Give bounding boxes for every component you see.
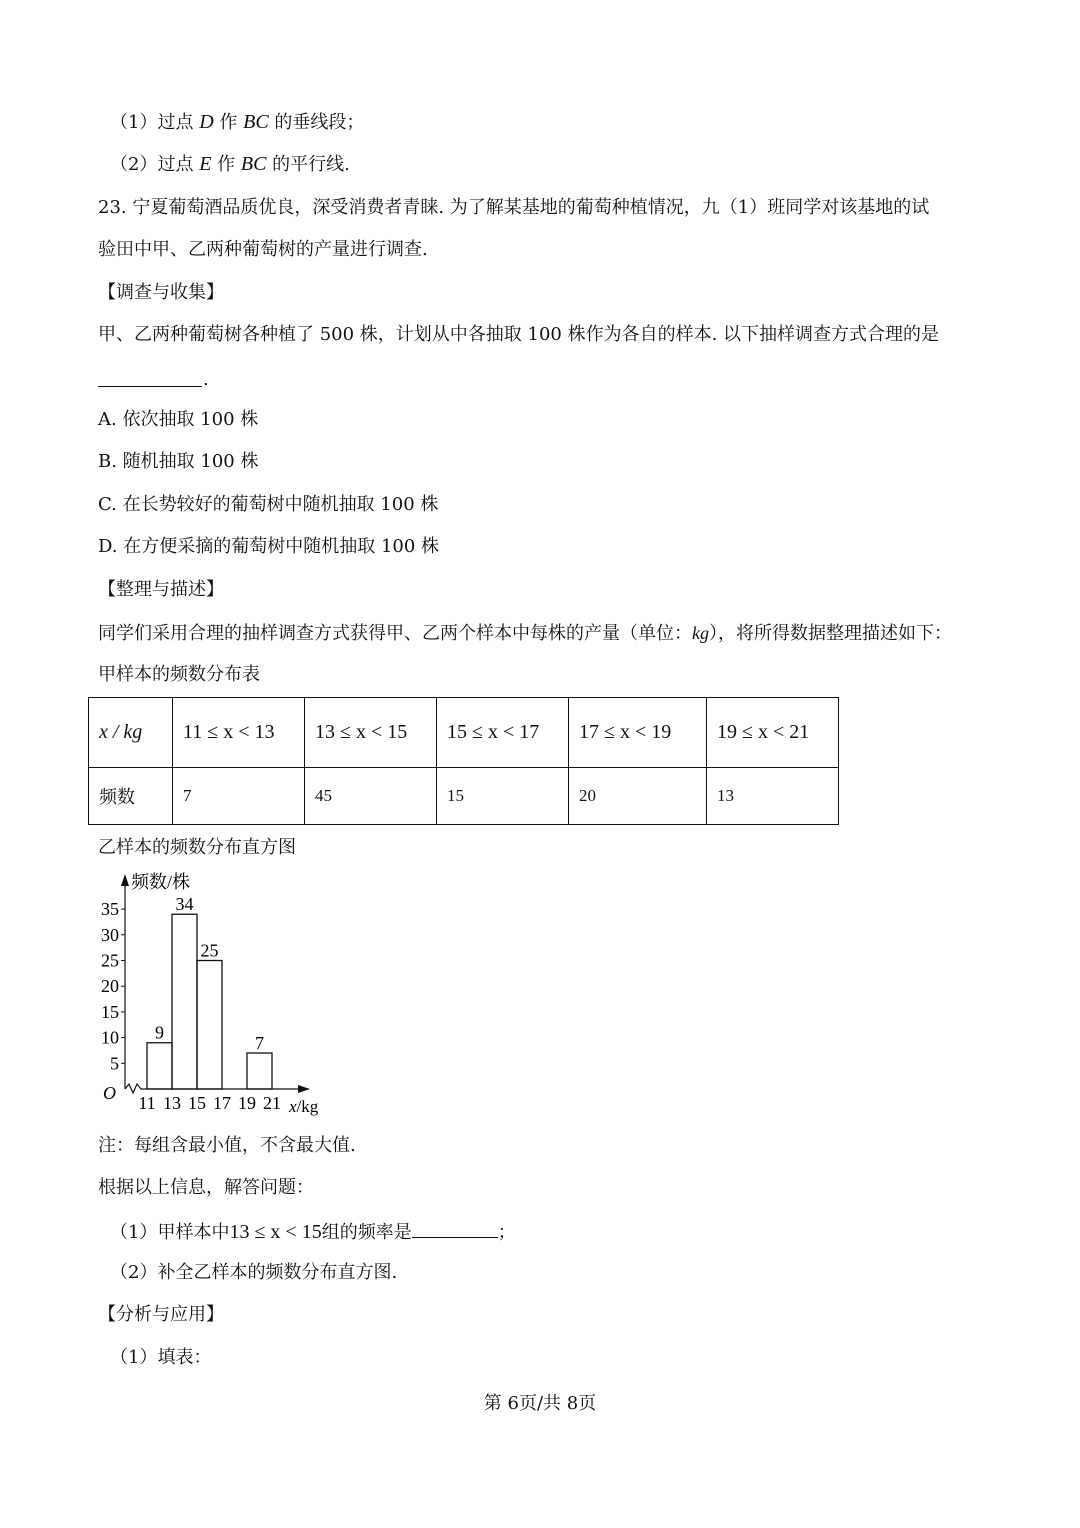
table-header-cell: 11 ≤ x < 13: [173, 698, 305, 768]
frequency-table: [88, 697, 839, 825]
option-d[interactable]: D. 在方便采摘的葡萄树中随机抽取 100 株: [98, 536, 440, 557]
answer-item-2: （2）补全乙样本的频数分布直方图.: [110, 1262, 398, 1283]
answer-intro: 根据以上信息，解答问题：: [98, 1177, 314, 1198]
section-organize-heading: 【整理与描述】: [98, 579, 224, 600]
answer-blank-period: .: [203, 369, 209, 390]
x-tick-label: 11: [138, 1093, 156, 1113]
range-expression: 13 ≤ x < 15: [229, 1221, 322, 1243]
table-cell: 15: [437, 768, 569, 825]
survey-question: 甲、乙两种葡萄树各种植了 500 株，计划从中各抽取 100 株作为各自的样本. 以下抽样调查方式合理的是: [98, 324, 940, 345]
table-header-cell: 13 ≤ x < 15: [305, 698, 437, 768]
page-footer: 第 6页/共 8页: [483, 1393, 597, 1414]
describe-text: 同学们采用合理的抽样调查方式获得甲、乙两个样本中每株的产量（单位：kg），将所得数据整理描述如下：: [98, 623, 952, 644]
q23-stem-line1: 23. 宁夏葡萄酒品质优良，深受消费者青睐. 为了解某基地的葡萄种植情况，九（1）班同学对该基地的试: [98, 197, 930, 218]
x-axis-label: x/kg: [289, 1097, 319, 1116]
x-tick-label: 13: [163, 1093, 181, 1113]
table-header-cell: 15 ≤ x < 17: [437, 698, 569, 768]
table-header-row: [89, 698, 839, 768]
origin-label: O: [103, 1083, 116, 1103]
q22-item-1: （1）过点 D 作 BC 的垂线段；: [110, 111, 365, 133]
histogram-note: 注：每组含最小值，不含最大值.: [98, 1135, 356, 1156]
bar-value-label: 34: [175, 894, 194, 915]
y-tick-label: 10: [101, 1027, 119, 1048]
x-axis-arrow: [298, 1085, 310, 1093]
segment-bc: BC: [240, 153, 267, 175]
q22-item-2: （2）过点 E 作 BC 的平行线.: [110, 153, 350, 175]
table-cell: 45: [305, 768, 437, 825]
option-a[interactable]: A. 依次抽取 100 株: [98, 409, 259, 430]
option-c[interactable]: C. 在长势较好的葡萄树中随机抽取 100 株: [98, 494, 439, 515]
y-tick-label: 25: [101, 950, 119, 971]
y-tick-label: 15: [101, 1001, 119, 1022]
table-row: [89, 768, 839, 825]
segment-bc: BC: [243, 111, 269, 133]
histogram-bar: [247, 1053, 272, 1089]
section-analysis-heading: 【分析与应用】: [98, 1304, 224, 1325]
frequency-rate-blank[interactable]: [412, 1219, 498, 1238]
table-title: 甲样本的频数分布表: [98, 664, 260, 685]
table-cell: 13: [707, 768, 839, 825]
y-tick-label: 35: [101, 899, 119, 920]
bar-value-label: 9: [155, 1022, 164, 1043]
y-tick-label: 30: [101, 924, 119, 945]
x-tick-label: 19: [238, 1093, 256, 1113]
table-cell: 7: [173, 768, 305, 825]
y-axis-label: 频数/株: [131, 872, 191, 892]
y-tick-label: 20: [101, 976, 119, 997]
histogram-title: 乙样本的频数分布直方图: [98, 837, 296, 858]
bar-value-label: 7: [255, 1033, 264, 1054]
option-b[interactable]: B. 随机抽取 100 株: [98, 451, 259, 472]
table-header-cell: x / kg: [89, 698, 173, 768]
y-axis-arrow: [121, 874, 129, 886]
table-header-cell: 17 ≤ x < 19: [569, 698, 707, 768]
fill-table-instruction: （1）填表：: [110, 1347, 212, 1368]
x-tick-label: 15: [188, 1093, 206, 1113]
bar-value-label: 25: [200, 940, 219, 961]
table-header-cell: 19 ≤ x < 21: [707, 698, 839, 768]
histogram-chart: [92, 868, 342, 1120]
point-e: E: [199, 153, 212, 175]
answer-item-1: （1）甲样本中13 ≤ x < 15组的频率是 ；: [110, 1221, 516, 1243]
y-tick-label: 5: [110, 1053, 119, 1074]
histogram-bar: [147, 1043, 172, 1089]
histogram-bar: [172, 914, 197, 1089]
axis-break-zigzag: [125, 1084, 147, 1093]
table-cell: 频数: [89, 768, 173, 825]
q23-stem-line2: 验田中甲、乙两种葡萄树的产量进行调查.: [98, 239, 428, 260]
x-tick-label: 21: [263, 1093, 281, 1113]
histogram-bar: [197, 961, 222, 1090]
section-survey-heading: 【调查与收集】: [98, 282, 224, 303]
x-tick-label: 17: [213, 1093, 231, 1113]
point-d: D: [199, 111, 214, 133]
table-cell: 20: [569, 768, 707, 825]
answer-blank[interactable]: [98, 386, 202, 387]
